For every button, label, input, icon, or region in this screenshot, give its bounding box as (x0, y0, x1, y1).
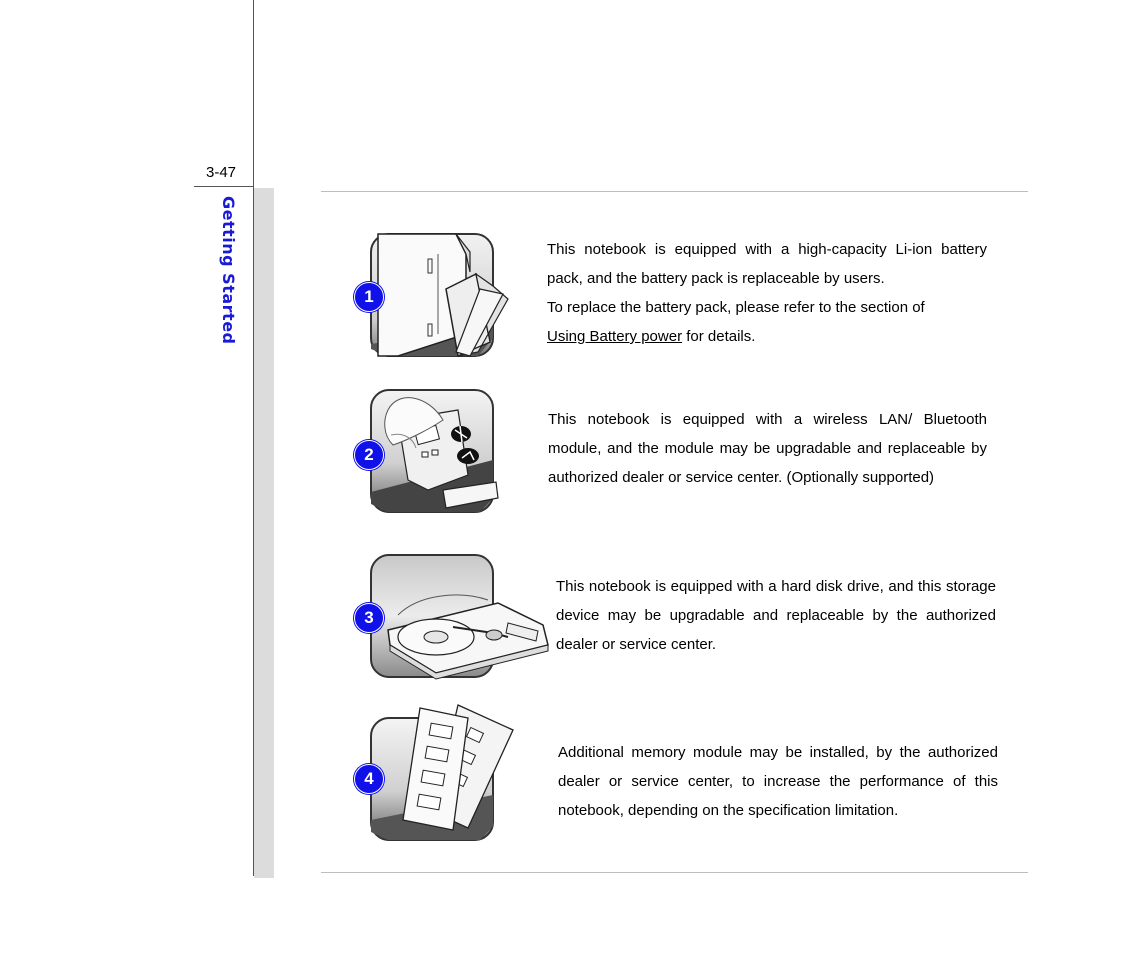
page-number-rule (194, 186, 254, 187)
bottom-rule (321, 872, 1028, 873)
wireless-paragraph: This notebook is equipped with a wireless LAN/ Bluetooth module, and the module may be upgradable and replaceable by authorized dealer or service center. (Optionally supported) (548, 411, 987, 486)
top-rule (321, 191, 1028, 192)
memory-paragraph: Additional memory module may be installed, by the authorized dealer or service center, to increase the performance of this notebook, depending on the specification limitation. (558, 744, 998, 819)
battery-paragraph: This notebook is equipped with a high-capacity Li-ion battery pack, and the battery pack is replaceable by users. (547, 241, 987, 287)
memory-description (558, 738, 998, 825)
using-battery-power-link[interactable]: Using Battery power (547, 328, 683, 345)
side-band (254, 188, 274, 878)
wireless-description (548, 405, 987, 492)
battery-replace-text: To replace the battery pack, please refer to the section of (547, 299, 925, 316)
item-number-badge: 3 (354, 603, 384, 633)
battery-replace-paragraph (547, 293, 987, 351)
hard-disk-description (556, 572, 996, 659)
page-number: 3-47 (206, 164, 237, 181)
battery-replace-suffix: for details. (682, 328, 756, 345)
item-number-badge: 2 (354, 440, 384, 470)
hard-disk-paragraph: This notebook is equipped with a hard disk drive, and this storage device may be upgradable and replaceable by the authorized dealer or service center. (556, 578, 996, 653)
item-number-badge: 1 (354, 282, 384, 312)
hard-disk-figure (358, 545, 550, 693)
battery-description (547, 235, 987, 351)
hard-disk-drive-icon (358, 545, 550, 693)
item-number-badge: 4 (354, 764, 384, 794)
section-title: Getting Started (219, 196, 238, 345)
